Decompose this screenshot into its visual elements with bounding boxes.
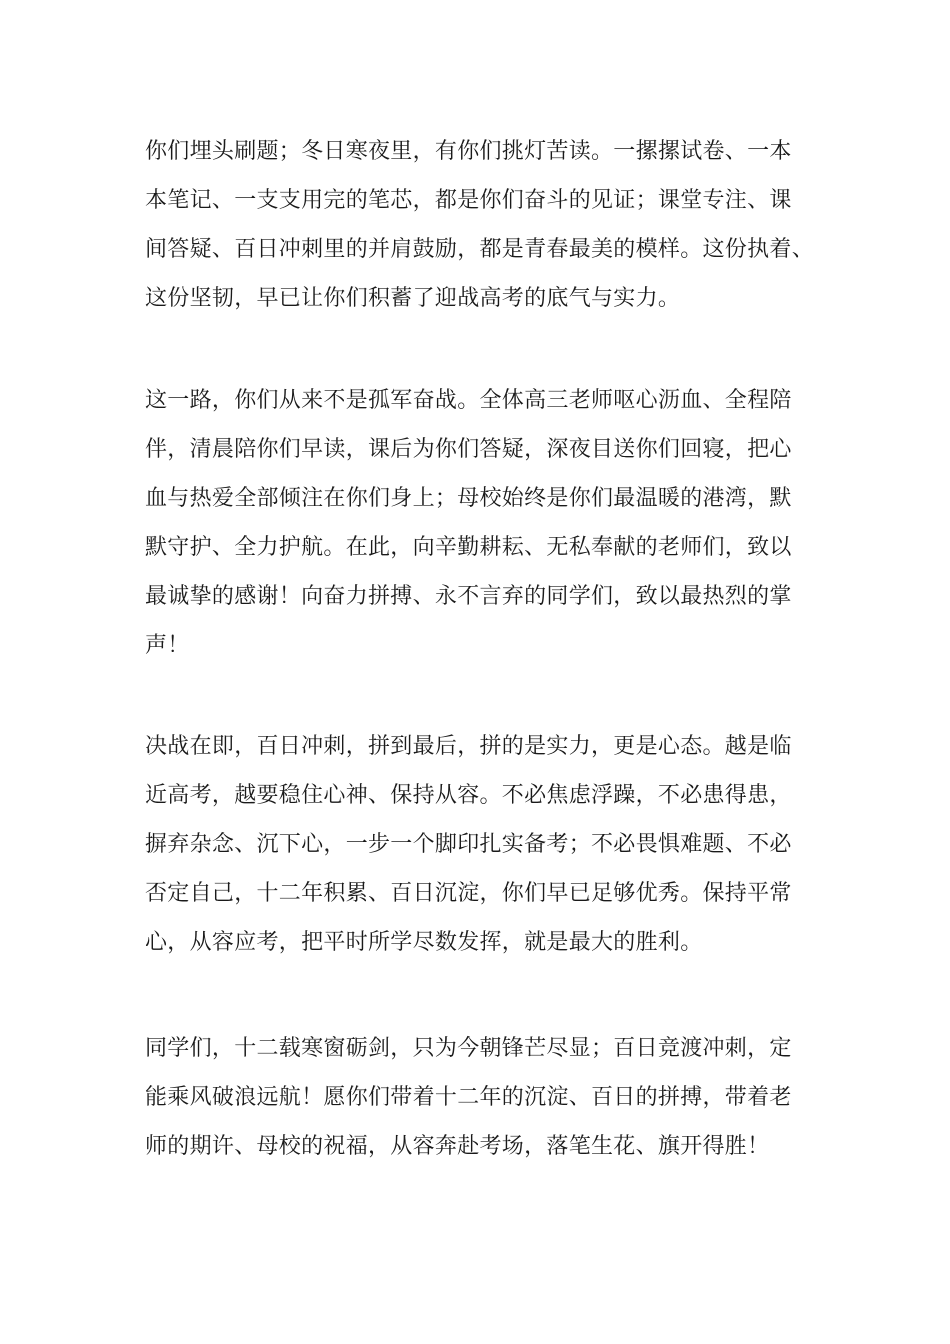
- text-line: 能乘风破浪远航！愿你们带着十二年的沉淀、百日的拼搏，带着老: [145, 1085, 792, 1110]
- text-line: 这一路，你们从来不是孤军奋战。全体高三老师呕心沥血、全程陪: [145, 388, 792, 413]
- paragraph-closing-wishes: [145, 1024, 835, 1171]
- text-line: 否定自己，十二年积累、百日沉淀，你们早已足够优秀。保持平常: [145, 881, 792, 906]
- text-line: 本笔记、一支支用完的笔芯，都是你们奋斗的见证；课堂专注、课: [145, 188, 792, 213]
- paragraph-study-hard: [145, 127, 835, 323]
- text-line: 血与热爱全部倾注在你们身上；母校始终是你们最温暖的港湾，默: [145, 486, 792, 511]
- text-line: 摒弃杂念、沉下心，一步一个脚印扎实备考；不必畏惧难题、不必: [145, 832, 792, 857]
- text-line: 间答疑、百日冲刺里的并肩鼓励，都是青春最美的模样。这份执着、: [145, 237, 815, 262]
- paragraph-mindset: [145, 722, 835, 967]
- text-line: 你们埋头刷题；冬日寒夜里，有你们挑灯苦读。一摞摞试卷、一本: [145, 139, 792, 164]
- text-line: 伴，清晨陪你们早读，课后为你们答疑，深夜目送你们回寝，把心: [145, 437, 792, 462]
- text-line: 近高考，越要稳住心神、保持从容。不必焦虑浮躁，不必患得患，: [145, 783, 792, 808]
- text-line: 决战在即，百日冲刺，拼到最后，拼的是实力，更是心态。越是临: [145, 734, 792, 759]
- text-line: 师的期许、母校的祝福，从容奔赴考场，落笔生花、旗开得胜！: [145, 1134, 770, 1159]
- text-line: 声！: [145, 633, 190, 658]
- text-line: 最诚挚的感谢！向奋力拼搏、永不言弃的同学们，致以最热烈的掌: [145, 584, 792, 609]
- text-line: 同学们，十二载寒窗砺剑，只为今朝锋芒尽显；百日竞渡冲刺，定: [145, 1036, 792, 1061]
- text-line: 心，从容应考，把平时所学尽数发挥，就是最大的胜利。: [145, 930, 703, 955]
- text-line: 默守护、全力护航。在此，向辛勤耕耘、无私奉献的老师们，致以: [145, 535, 792, 560]
- paragraph-thanks-teachers: [145, 376, 835, 670]
- text-line: 这份坚韧，早已让你们积蓄了迎战高考的底气与实力。: [145, 286, 681, 311]
